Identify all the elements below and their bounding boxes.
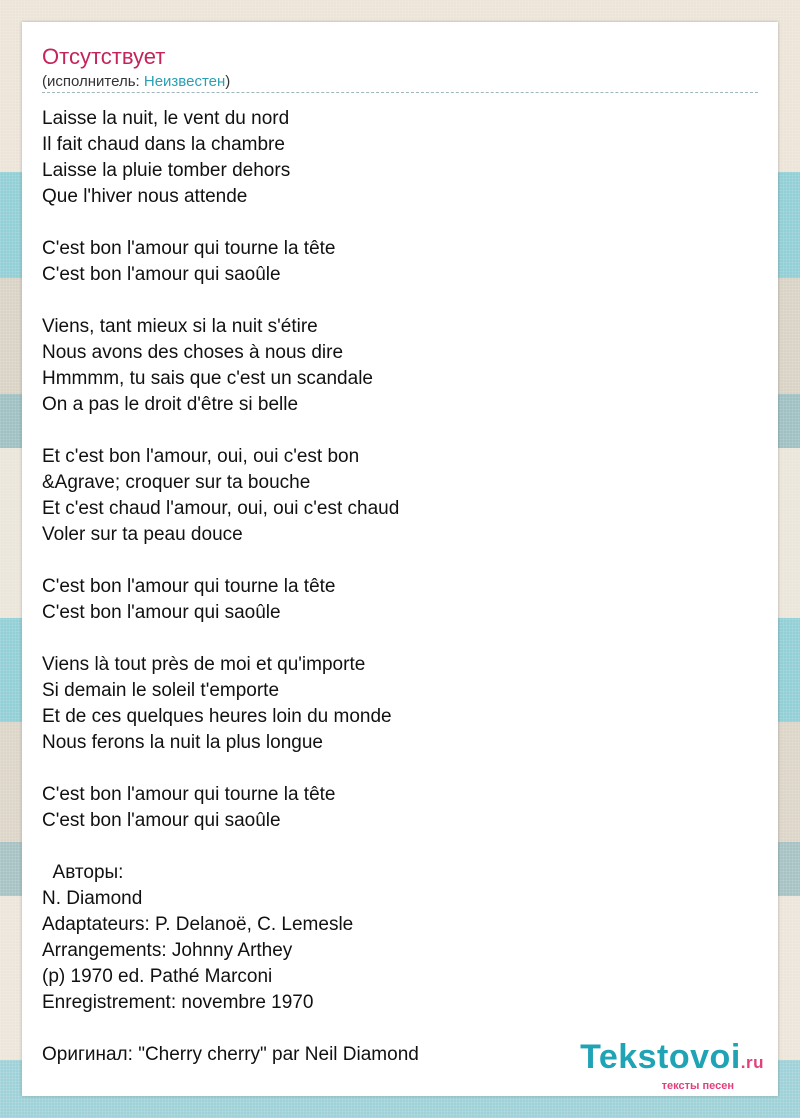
logo-wordmark bbox=[580, 1040, 764, 1080]
subtitle-suffix: ) bbox=[225, 73, 231, 90]
logo-tld: .ru bbox=[740, 1053, 764, 1072]
divider bbox=[42, 92, 758, 93]
logo-name: Tekstovoi bbox=[580, 1038, 741, 1076]
site-logo[interactable] bbox=[580, 1040, 764, 1092]
lyrics-text: Laisse la nuit, le vent du nord Il fait chaud dans la chambre Laisse la pluie tomber dehors Que l'hiver nous attende C'est bon l'amour qui tourne la tête C'est bon l'amour qui saoûle Viens, tant mieux si la nuit s'étire Nous avons des choses à nous dire Hmmmm, tu sais que c'est un scandale On a pas le droit d'être si belle Et c'est bon l'amour, oui, oui c'est bon &Agrave; croquer sur ta bouche Et c'est chaud l'amour, oui, oui c'est chaud Voler sur ta peau douce C'est bon l'amour qui tourne la tête C'est bon l'amour qui saoûle Viens là tout près de moi et qu'importe Si demain le soleil t'emporte Et de ces quelques heures loin du monde Nous ferons la nuit la plus longue C'est bon l'amour qui tourne la tête C'est bon l'amour qui saoûle Авторы: N. Diamond Adaptateurs: P. Delanoë, C. Lemesle Arrangements: Johnny Arthey (p) 1970 ed. Pathé Marconi Enregistrement: novembre 1970 Оригинал: "Cherry cherry" par Neil Diamond bbox=[42, 108, 419, 1065]
artist-link[interactable]: Неизвестен bbox=[143, 73, 226, 90]
song-title: Отсутствует bbox=[42, 44, 166, 69]
logo-tagline: тексты песен bbox=[661, 1080, 734, 1092]
song-subtitle bbox=[42, 73, 230, 91]
subtitle-prefix: (исполнитель: bbox=[42, 73, 144, 90]
lyrics-card bbox=[22, 22, 778, 1096]
